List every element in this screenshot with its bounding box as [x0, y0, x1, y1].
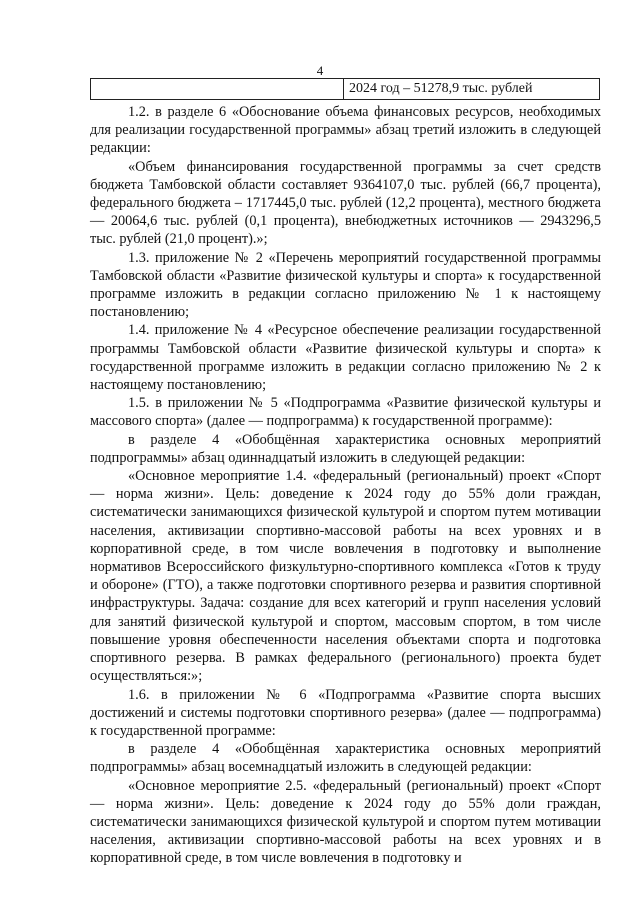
paragraph-1-4: 1.4. приложение № 4 «Ресурсное обеспечение реализации государственной программы Тамбовской области «Развитие физической культуры и спорта» к государственной программе изложить в редакции согласно приложению № 2 к настоящему постановлению; [90, 322, 601, 394]
page-number: 4 [316, 63, 324, 78]
document-body [90, 103, 601, 868]
paragraph-1-6: 1.6. в приложении № 6 «Подпрограмма «Развитие спорта высших достижений и системы подготовки спортивного резерва» (далее — подпрограмма) к государственной программе: [90, 686, 601, 739]
paragraph-section-4-subprogram-2: в разделе 4 «Обобщённая характеристика основных мероприятий подпрограммы» абзац восемнадцатый изложить в следующей редакции: [90, 741, 601, 776]
paragraph-1-5: 1.5. в приложении № 5 «Подпрограмма «Развитие физической культуры и массового спорта» (далее — подпрограмма) к государственной программе): [90, 395, 601, 430]
paragraph-measure-2-5-quote: «Основное мероприятие 2.5. «федеральный (региональный) проект «Спорт — норма жизни». Цель: доведение к 2024 году до 55% доли граждан, систематически занимающихся физической культурой и спортом путем мотивации населения, активизации спортивно-массовой работы на всех уровнях и в корпоративной среде, в том числе вовлечения в подготовку и [90, 777, 601, 867]
paragraph-financing-quote: «Объем финансирования государственной программы за счет средств бюджета Тамбовской области составляет 9364107,0 тыс. рублей (66,7 процента), федерального бюджета – 1717445,0 тыс. рублей (12,2 процента), местного бюджета — 20064,6 тыс. рублей (0,1 процента), внебюджетных источников — 2943296,5 тыс. рублей (21,0 процент).»; [90, 158, 601, 248]
budget-table-fragment [90, 78, 600, 100]
paragraph-section-4-subprogram-1: в разделе 4 «Обобщённая характеристика основных мероприятий подпрограммы» абзац одиннадцатый изложить в следующей редакции: [90, 431, 601, 466]
paragraph-measure-1-4-quote: «Основное мероприятие 1.4. «федеральный (региональный) проект «Спорт — норма жизни». Цель: доведение к 2024 году до 55% доли граждан, систематически занимающихся физической культурой и спортом путем мотивации населения, активизации спортивно-массовой работы на всех уровнях и в корпоративной среде, в том числе вовлечения в подготовку и выполнение нормативов Всероссийского физкультурно-спортивного комплекса «Готов к труду и обороне» (ГТО), а также подготовки спортивного резерва и развития спортивной инфраструктуры. Задача: создание для всех категорий и групп населения условий для занятий физической культурой и спортом, массовым спортом, в том числе повышение уровня обеспеченности населения объектами спорта и подготовка спортивного резерва. В рамках федерального (регионального) проекта будет осуществляться:»; [90, 468, 601, 685]
paragraph-1-3: 1.3. приложение № 2 «Перечень мероприятий государственной программы Тамбовской области «Развитие физической культуры и спорта» к государственной программе изложить в редакции согласно приложению № 1 к настоящему постановлению; [90, 249, 601, 321]
table-column-divider [343, 79, 344, 99]
table-cell-2024: 2024 год – 51278,9 тыс. рублей [349, 81, 533, 96]
paragraph-1-2: 1.2. в разделе 6 «Обоснование объема финансовых ресурсов, необходимых для реализации государственной программы» абзац третий изложить в следующей редакции: [90, 104, 601, 157]
